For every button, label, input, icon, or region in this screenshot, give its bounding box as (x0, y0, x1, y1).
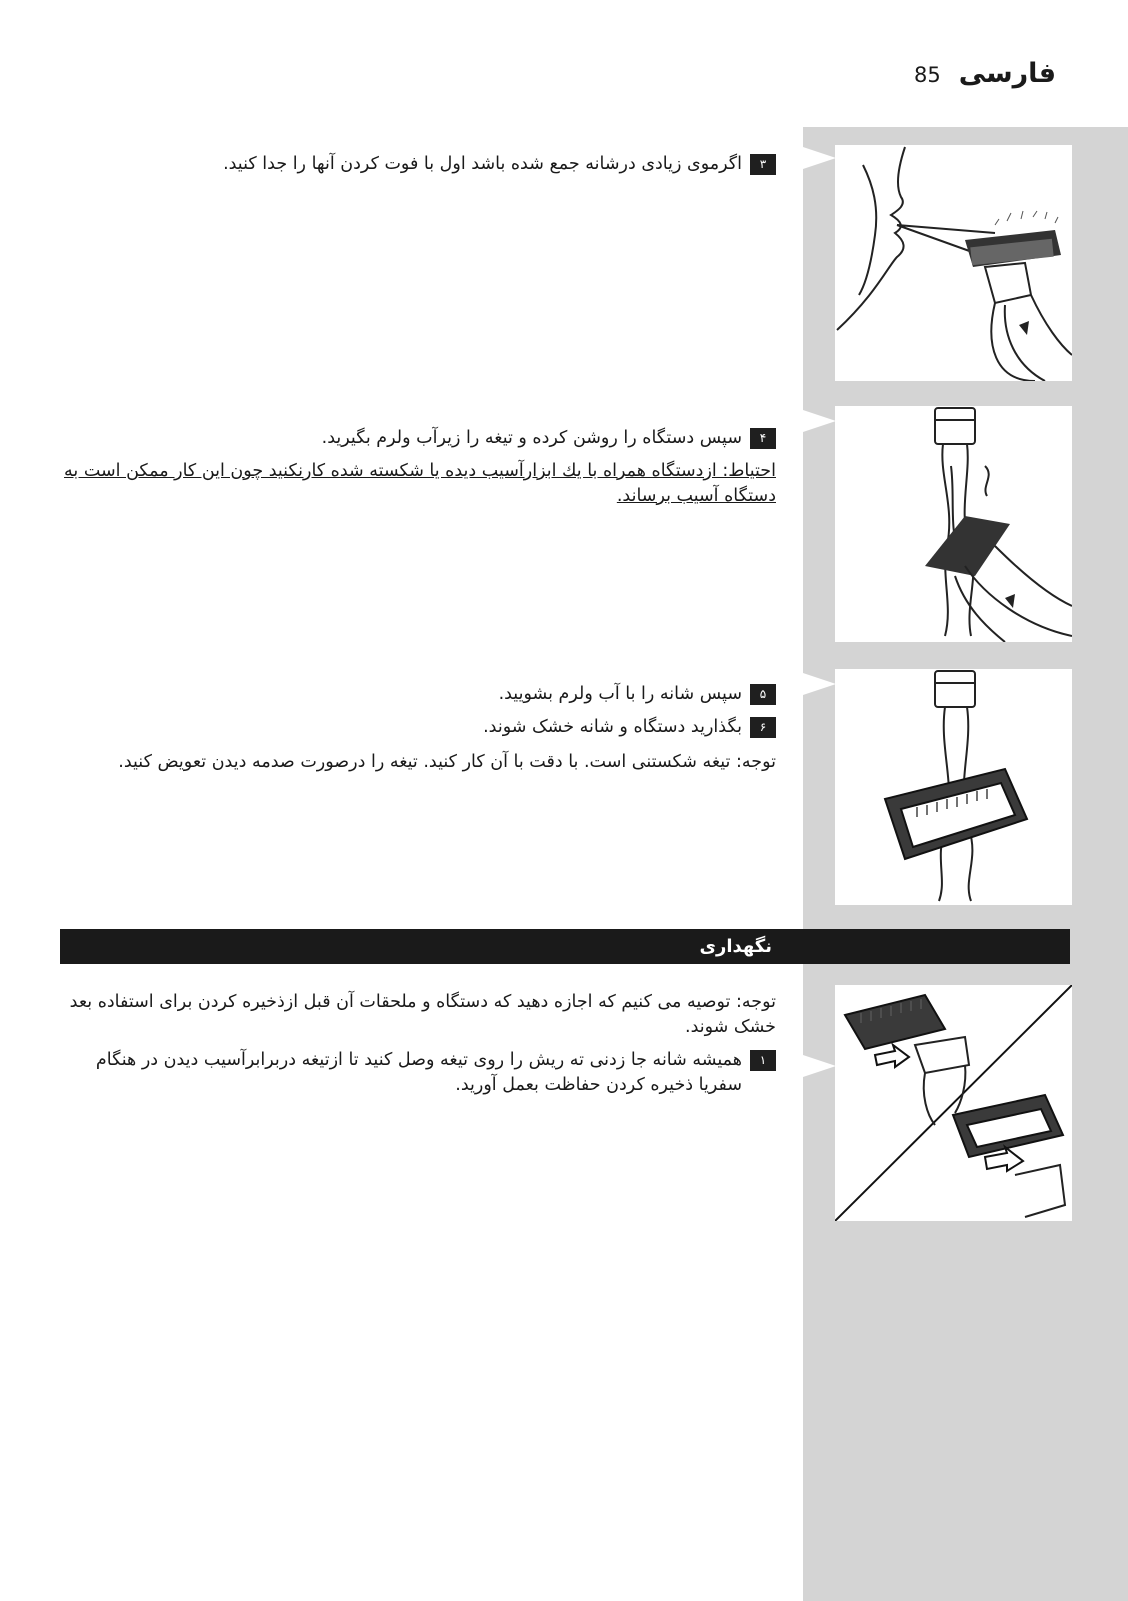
pointer-arrow (803, 410, 836, 432)
step-item (60, 426, 776, 451)
caution-text: احتیاط: ازدستگاه همراه با يك ابزارآسیب دیده یا شکسته شده کارنکنید چون این کار ممکن است به دستگاه آسیب برساند. (64, 461, 776, 506)
pointer-arrow (803, 1055, 836, 1077)
step-5-6-block (60, 682, 776, 775)
step-text: سپس شانه را با آب ولرم بشویید. (498, 684, 742, 704)
storage-block (60, 990, 776, 1106)
step-text: اگرموی زیادی درشانه جمع شده باشد اول با فوت کردن آنها را جدا کنید. (223, 154, 742, 174)
step-number: ۳ (750, 154, 776, 175)
page-number: 85 (914, 63, 941, 87)
note-text: توجه: تیغه شکستنی است. با دقت با آن کار کنید. تیغه را درصورت صدمه دیدن تعویض کنید. (118, 752, 776, 772)
step-text: همیشه شانه جا زدنی ته ریش را روی تیغه وصل کنید تا ازتیغه دربرابرآسیب دیدن در هنگام سفریا ذخیره کردن حفاظت بعمل آورید. (95, 1050, 742, 1095)
section-language: فارسی (958, 58, 1056, 89)
pointer-arrow (803, 673, 836, 695)
step-number: ۶ (750, 717, 776, 738)
illustration-rinse-comb (835, 669, 1072, 905)
storage-note: توجه: توصیه می کنیم که اجازه دهید که دستگاه و ملحقات آن قبل ازذخیره کردن برای استفاده بعد خشک شوند. (69, 992, 776, 1037)
step-text: سپس دستگاه را روشن کرده و تیغه را زیرآب ولرم بگیرید. (321, 428, 742, 448)
step-item (60, 1048, 776, 1098)
pointer-arrow (803, 147, 836, 169)
page-header (914, 58, 1056, 89)
illustration-rinse-blade (835, 406, 1072, 642)
step-item (60, 152, 776, 177)
step-item (60, 682, 776, 707)
illustration-blow-comb (835, 145, 1072, 381)
step-4-block (60, 426, 776, 509)
illustration-attach-comb (835, 985, 1072, 1221)
step-number: ۴ (750, 428, 776, 449)
step-item (60, 715, 776, 740)
storage-heading: نگهداری (60, 929, 1070, 964)
step-text: بگذارید دستگاه و شانه خشک شوند. (483, 717, 742, 737)
step-number: ۵ (750, 684, 776, 705)
step-number: ۱ (750, 1050, 776, 1071)
step-3-block (60, 152, 776, 185)
